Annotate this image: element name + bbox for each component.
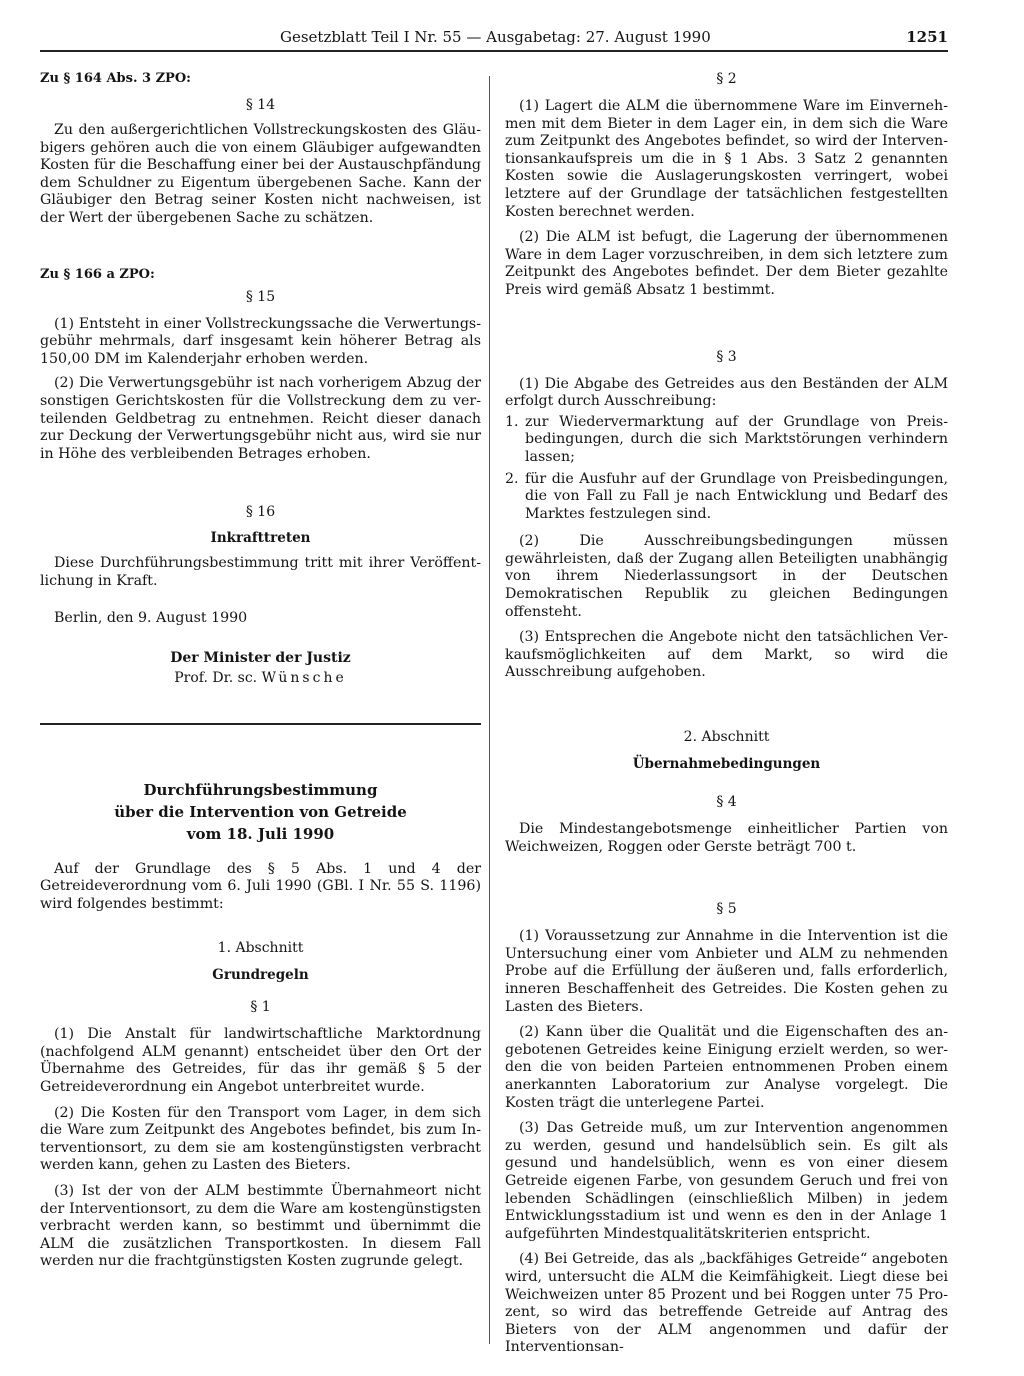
decree-title-line-2: über die Intervention von Getreide — [114, 802, 407, 821]
page-header — [40, 28, 948, 52]
abschnitt-1-heading: Grundregeln — [212, 967, 309, 984]
section-1-title: § 1 — [250, 999, 271, 1016]
signer-prefix: Prof. Dr. sc. — [174, 669, 258, 686]
decree-title-line-1: Durchführungsbestimmung — [143, 780, 378, 799]
decree-separator-rule — [40, 723, 481, 725]
section-4-text: Die Mindestangebotsmenge einheitlicher Partien von Weichweizen, Roggen oder Gerste beträgt 700 t. — [505, 821, 948, 855]
section-5-title: § 5 — [716, 901, 737, 918]
section-3-paragraph-3: (3) Entsprechen die Angebote nicht den tatsächlichen Verkaufsmöglichkeiten auf dem Markt, so wird die Ausschreibung aufgehoben. — [505, 629, 948, 681]
list-item-1-number: 1. — [505, 413, 519, 430]
section-16-text: Diese Durchführungsbestimmung tritt mit ihrer Veröffentlichung in Kraft. — [40, 555, 481, 589]
section-5-paragraph-1: (1) Voraussetzung zur Annahme in die Intervention ist die Untersuchung einer vom Anbieter und ALM zu nehmenden Probe auf die Erfüllung der äußeren und, falls erforderlich, inneren Beschaffenheit des Getreides. Die Kosten gehen zu Lasten des Bieters. — [505, 928, 948, 1015]
decree-intro: Auf der Grundlage des § 5 Abs. 1 und 4 der Getreideverordnung vom 6. Juli 1990 (GBl. I Nr. 55 S. 1196) wird folgendes bestimmt: — [40, 860, 481, 912]
section-label-zpo-166a: Zu § 166 a ZPO: — [40, 266, 155, 282]
signer-name: Wünsche — [261, 669, 347, 686]
running-head: Gesetzblatt Teil I Nr. 55 — Ausgabetag: 27. August 1990 — [280, 28, 711, 46]
section-label-zpo-164: Zu § 164 Abs. 3 ZPO: — [40, 71, 191, 86]
section-1-paragraph-2: (2) Die Kosten für den Transport vom Lager, in dem sich die Ware zum Zeitpunkt des Angebotes befindet, bis zum Interventionsort, zu dem sie am kostengünstigsten verbracht werden kann, gehen zu Lasten des Bieters. — [40, 1104, 481, 1174]
section-3-list-item-2 — [505, 471, 948, 524]
section-2-paragraph-1: (1) Lagert die ALM die übernommene Ware im Einvernehmen mit dem Bieter in dem Lager ein, in dem sich die Ware zum Zeitpunkt des Angebotes befindet, so wird der Interventionsankaufspreis um die in § 1 Abs. 3 Satz 2 genannten Kosten sowie die Auslagerungskosten verringert, wobei letztere auf der Grundlage der tatsächlichen festgestellten Kosten berechnet werden. — [505, 98, 948, 220]
page-number: 1251 — [906, 28, 948, 46]
section-15-title: § 15 — [245, 288, 276, 305]
section-5-paragraph-3: (3) Das Getreide muß, um zur Intervention angenommen zu werden, gesund und handelsüblich sein. Es gilt als gesund und handelsüblich, wenn es von einer diesem Getreide eigenen Farbe, von gesundem Geruch und frei von lebenden Schädlingen (einschließlich Milben) in jedem Entwicklungsstadium ist und wenn es den in der Anlage 1 aufgeführten Mindestqualitätskriterien entspricht. — [505, 1120, 948, 1242]
section-16-title: § 16 — [245, 504, 276, 521]
place-and-date: Berlin, den 9. August 1990 — [54, 609, 248, 626]
left-column — [40, 66, 481, 1278]
section-2-paragraph-2: (2) Die ALM ist befugt, die Lagerung der übernommenen Ware in dem Lager vorzuschreiben, in dem sich letztere zum Zeitpunkt des Angebotes befindet. Der dem Bieter gezahlte Preis wird gemäß Absatz 1 bestimmt. — [505, 229, 948, 298]
abschnitt-2-heading: Übernahmebedingungen — [632, 756, 821, 773]
section-16-heading: Inkrafttreten — [210, 530, 311, 547]
section-15-paragraph-1: (1) Entsteht in einer Vollstreckungssache die Verwertungsgebühr mehrmals, darf insgesamt kein höherer Betrag als 150,00 DM im Kalenderjahr erhoben werden. — [40, 315, 481, 367]
section-2-title: § 2 — [716, 71, 737, 87]
section-3-title: § 3 — [716, 348, 737, 365]
section-15-paragraph-2: (2) Die Verwertungsgebühr ist nach vorherigem Abzug der sonstigen Gerichtskosten für die Vollstreckung dem zu verteilenden Geldbetrag zu entnehmen. Reicht dieser danach zur Deckung der Verwertungsgebühr nicht aus, wird sie nur in Höhe des verbleibenden Betrages erhoben. — [40, 375, 481, 462]
section-3-paragraph-2: (2) Die Ausschreibungsbedingungen müssen gewährleisten, daß der Zugang allen Beteiligten unabhängig von ihrem Niederlassungsort in der Deutschen Demokratischen Republik zu gleichen Bedingungen offensteht. — [505, 533, 948, 620]
section-3-list-item-1 — [505, 414, 948, 467]
list-item-2-number: 2. — [505, 470, 519, 487]
section-5-paragraph-2: (2) Kann über die Qualität und die Eigenschaften des angebotenen Getreides keine Einigung erzielt werden, so werden die von beiden Parteien entnommenen Proben einem anerkannten Laboratorium zur Analyse vorgelegt. Die Kosten trägt die unterlegene Partei. — [505, 1024, 948, 1111]
list-item-2-text: für die Ausfuhr auf der Grundlage von Preisbedingungen, die von Fall zu Fall je nach Entwicklung und Bedarf des Marktes festzulegen sind. — [525, 470, 948, 522]
signer-title: Der Minister der Justiz — [170, 649, 351, 666]
section-3-paragraph-1: (1) Die Abgabe des Getreides aus den Beständen der ALM erfolgt durch Ausschreibung: — [505, 375, 948, 410]
section-1-paragraph-1: (1) Die Anstalt für landwirtschaftliche Marktordnung (nachfolgend ALM genannt) entscheidet über den Ort der Übernahme des Getreides, für das ihr gemäß § 5 der Getreideverordnung ein Angebot unterbreitet wurde. — [40, 1026, 481, 1096]
signer-line — [40, 669, 481, 687]
abschnitt-1-label: 1. Abschnitt — [217, 940, 304, 957]
section-4-title: § 4 — [716, 794, 737, 811]
right-column — [505, 66, 948, 1364]
section-1-paragraph-3: (3) Ist der von der ALM bestimmte Übernahmeort nicht der Interventionsort, zu dem die Ware am kostengünstigsten verbracht werden kann, so bestimmt und übernimmt die ALM die zusätzlichen Transportkosten. In diesem Fall werden nur die frachtgünstigsten Kosten zugrunde gelegt. — [40, 1183, 481, 1270]
column-divider — [489, 76, 490, 1344]
section-14-title: § 14 — [245, 97, 276, 113]
abschnitt-2-label: 2. Abschnitt — [683, 729, 770, 746]
list-item-1-text: zur Wiedervermarktung auf der Grundlage von Preisbedingungen, durch die sich Marktstörungen verhindern lassen; — [525, 413, 948, 465]
section-14-text: Zu den außergerichtlichen Vollstreckungskosten des Gläubigers gehören auch die von einem Gläubiger aufgewandten Kosten für die Beschaffung einer bei der Austauschpfändung dem Schuldner zu Eigentum übergebenen Sache. Kann der Gläubiger den Betrag seiner Kosten nicht nachweisen, ist der Wert der übergebenen Sache zu schätzen. — [40, 122, 481, 226]
section-5-paragraph-4: (4) Bei Getreide, das als „backfähiges Getreide“ angeboten wird, untersucht die ALM die Keimfähigkeit. Liegt diese bei Weichweizen unter 85 Prozent und bei Roggen unter 75 Prozent, so wird das betreffende Getreide auf Antrag des Bieters von der ALM angenommen und dafür der Interventionsan- — [505, 1251, 948, 1356]
decree-title-line-3: vom 18. Juli 1990 — [186, 824, 335, 843]
